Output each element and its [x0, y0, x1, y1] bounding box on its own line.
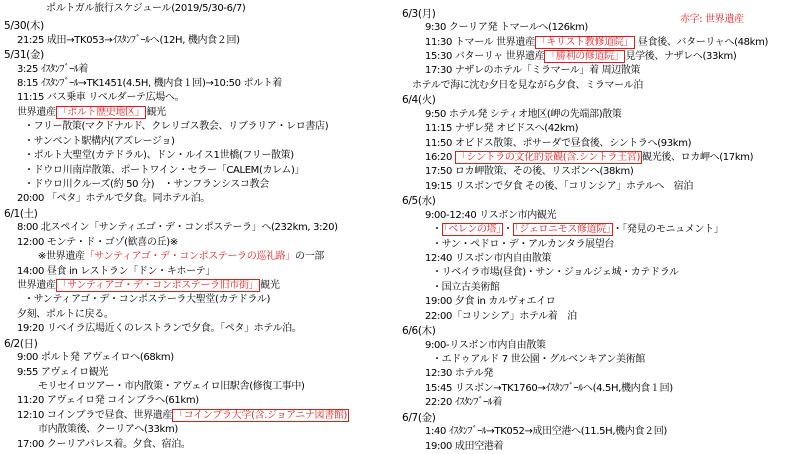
line-text: ・フリー散策(マクドナルド、クレリゴス教会、リブラリア・レロ書店) [24, 121, 329, 132]
line-text: 9:00-12:40 リスボン市内観光 [425, 210, 557, 221]
line-text: ・ [432, 224, 442, 235]
line-text: ・国立古美術館 [432, 282, 500, 293]
schedule-line [425, 64, 640, 78]
line-text: 9:00 ポルト発 アヴェイロへ(68km) [17, 352, 174, 363]
line-text: 16:20 [425, 152, 455, 163]
line-text: 5/30(木) [4, 20, 44, 32]
schedule-line [17, 91, 184, 105]
line-text: 19:00 成田空港着 [425, 441, 504, 452]
schedule-line [38, 380, 305, 394]
schedule-line [425, 367, 493, 381]
date-heading [4, 48, 44, 62]
heritage-site-name: 「ジェロニモス修道院」 [514, 224, 611, 235]
line-text: 15:45 リスボン→TK1760→ｲｽﾀﾝﾌﾞｰﾙへ(4.5H,機内食１回) [425, 383, 673, 394]
line-text: 22:00「コリンシア」ホテル着 泊 [425, 311, 577, 322]
line-text: 19:00 夕食 in カルヴォエイロ [425, 296, 556, 307]
schedule-line [17, 192, 210, 206]
schedule-line [432, 266, 679, 280]
line-text: 6/2(日) [4, 338, 38, 350]
schedule-line [425, 440, 503, 454]
line-text: モリセイロツアー・市内散策・アヴェイロ旧駅舎(修復工事中) [38, 381, 305, 392]
line-text: 12:40 リスボン市内自由散策 [425, 253, 552, 264]
line-text: ・ [502, 224, 513, 235]
line-text: 昼食後、バターリャへ(48km) [635, 37, 769, 48]
schedule-line [17, 366, 108, 380]
line-text: ・ポルト大聖堂(カテドラル)、ドン・ルイス1世橋(フリー散策) [24, 150, 294, 161]
schedule-line [24, 120, 328, 134]
schedule-line [17, 34, 240, 48]
date-heading [402, 194, 436, 208]
date-heading [4, 337, 38, 351]
schedule-line [24, 178, 269, 192]
line-text: 22:20 ｲｽﾀﾝﾌﾞｰﾙ着 [425, 397, 503, 408]
line-text: 21:25 成田→TK053→ｲｽﾀﾝﾌﾞｰﾙへ(12H, 機内食２回) [17, 35, 240, 46]
line-text: 15:30 バターリャ 世界遺産 [425, 51, 545, 62]
schedule-line [425, 396, 502, 410]
line-text: 11:30 トマール 世界遺産 [425, 37, 535, 48]
line-text: 世界遺産 [17, 107, 56, 118]
line-text: 9:00-リスボン市内自由散策 [425, 340, 546, 351]
line-text: 市内散策後、クーリアへ(33km) [38, 424, 178, 435]
schedule-line [425, 295, 555, 309]
line-text: 20:00 「ペタ」ホテルで夕食。同ホテル泊。 [17, 193, 210, 204]
schedule-line [17, 394, 199, 408]
line-text: 11:20 アヴェイロ発 コインブラへ(61km) [17, 395, 199, 406]
date-heading [402, 93, 436, 107]
line-text: ※世界遺産 [38, 251, 85, 262]
schedule-line [17, 221, 338, 235]
heritage-site-name: 「勝利の修道院」 [546, 51, 624, 62]
schedule-line [24, 164, 304, 178]
schedule-line [425, 108, 622, 122]
schedule-line [425, 36, 768, 50]
line-text: 11:15 ナザレ発 オビドスへ(42km) [425, 123, 579, 134]
schedule-line [24, 293, 270, 307]
line-text: 11:15 バス乗車 リベルダーテ広場へ。 [17, 92, 185, 103]
line-text: 6/3(月) [402, 8, 436, 20]
line-text: 6/6(木) [402, 325, 436, 337]
schedule-line [17, 351, 174, 365]
schedule-line [432, 238, 614, 252]
schedule-line [425, 382, 673, 396]
schedule-line [17, 265, 215, 279]
date-heading [402, 324, 436, 338]
schedule-line [412, 79, 643, 93]
line-text: 観光後、ロカ岬へ(17km) [642, 152, 754, 163]
schedule-line [425, 50, 736, 64]
line-text: 12:00 モンテ・ド・ゴゾ(歓喜の丘)※ [17, 237, 178, 248]
schedule-line [425, 151, 753, 165]
schedule-line [17, 279, 280, 293]
schedule-line [425, 21, 588, 35]
line-text: 夕刻、ポルトに戻る。 [17, 309, 114, 320]
schedule-line [425, 339, 546, 353]
line-text: 6/5(水) [402, 195, 436, 207]
line-text: 見学後、ナザレへ(33km) [625, 51, 737, 62]
schedule-line [425, 425, 667, 439]
line-text: 世界遺産 [17, 280, 56, 291]
line-text: 9:50 ホテル発 シティオ地区(岬の先端部)散策 [425, 109, 622, 120]
line-text: 11:50 オビドス散策、ポサーダで昼食後、シントラへ(93km) [425, 138, 692, 149]
schedule-line [17, 236, 178, 250]
line-text: 8:15 ｲｽﾀﾝﾌﾞｰﾙ→TK1451(4.5H, 機内食１回)→10:50 ポルト着 [17, 78, 283, 89]
heritage-site-name: 「サンティアゴ・デ・コンポステーラ旧市街」 [57, 280, 259, 291]
line-text: 1:40 ｲｽﾀﾝﾌﾞｰﾙ→TK052→成田空港へ(11.5H,機内食２回) [425, 426, 667, 437]
line-text: 17:50 ロカ岬散策、その後、リスボンへ(38km) [425, 166, 634, 177]
line-text: 12:10 コインブラで昼食、世界遺産 [17, 410, 173, 421]
schedule-line [425, 310, 577, 324]
line-text: 8:00 北スペイン「サンティエゴ・デ・コンポステーラ」へ(232km, 3:20) [17, 222, 338, 233]
line-text: 6/7(金) [402, 412, 436, 424]
line-text: 14:00 昼食 in レストラン「ドン・キホーテ」 [17, 266, 216, 277]
line-text: 17:30 ナザレのホテル「ミラマール」着 周辺散策 [425, 65, 641, 76]
heritage-legend: 赤字: 世界遺産 [680, 14, 744, 25]
date-heading [402, 411, 436, 425]
line-text: ・「発見のモニュメント」 [612, 224, 724, 235]
line-text: ・サン・ペドロ・デ・アルカンタラ展望台 [432, 239, 615, 250]
line-text: ・エドゥアルド 7 世公園・グルベンキアン美術館 [432, 354, 645, 365]
line-text: ホテルで海に沈む夕日を見ながら夕食、ミラマール泊 [412, 80, 643, 91]
line-text: 19:15 リスボンで夕食 その後、「コリンシア」ホテルへ 宿泊 [425, 181, 694, 192]
schedule-line [432, 353, 645, 367]
schedule-line [17, 322, 301, 336]
schedule-line [432, 281, 500, 295]
line-text: 観光 [260, 280, 280, 291]
schedule-line [425, 137, 691, 151]
line-text: 6/1(土) [4, 208, 38, 220]
schedule-line [17, 77, 282, 91]
schedule-line [17, 308, 114, 322]
schedule-line [425, 180, 693, 194]
line-text: 9:55 アヴェイロ観光 [17, 367, 109, 378]
line-text: 17:00 クーリアパレス着。夕食、宿泊。 [17, 439, 191, 450]
date-heading [4, 207, 38, 221]
heritage-site-name: 「キリスト教修道院」 [536, 37, 634, 48]
schedule-line [425, 165, 633, 179]
line-text: ・サンティアゴ・デ・コンポステーラ大聖堂(カテドラル) [24, 294, 271, 305]
schedule-line [432, 223, 723, 237]
date-heading [4, 19, 44, 33]
schedule-line [17, 438, 191, 452]
schedule-line [38, 250, 324, 264]
heritage-site-name: 「ベレンの塔」 [443, 224, 501, 235]
schedule-line [38, 423, 178, 437]
schedule-line [17, 106, 166, 120]
line-text: 12:30 ホテル発 [425, 368, 493, 379]
schedule-line [425, 122, 578, 136]
line-text: 5/31(金) [4, 49, 44, 61]
line-text: ・サンベント駅構内(アズレージョ) [24, 136, 175, 147]
document-title: ポルトガル旅行スケジュール(2019/5/30-6/7) [46, 3, 246, 14]
line-text: 19:20 リベイラ広場近くのレストランで夕食。「ペタ」ホテル泊。 [17, 323, 302, 334]
date-heading [402, 7, 436, 21]
heritage-site-name: 「サンティアゴ・デ・コンポステーラの巡礼路」 [84, 251, 295, 262]
line-text: 3:25 ｲｽﾀﾝﾌﾞｰﾙ着 [17, 64, 89, 75]
schedule-line [425, 252, 551, 266]
line-text: ・ドウロ川クルーズ(約 50 分) ・サンフランシスコ教会 [24, 179, 269, 190]
schedule-line [17, 409, 349, 423]
heritage-site-name: 「コインブラ大学(含.ジョアニナ図書館) [174, 410, 348, 421]
schedule-line [17, 63, 88, 77]
schedule-line [24, 149, 294, 163]
heritage-site-name: 「ポルト歴史地区」 [57, 107, 145, 118]
line-text: ・リベイラ市場(昼食)・サン・ジョルジェ城・カテドラル [432, 267, 679, 278]
line-text: 6/4(火) [402, 94, 436, 106]
heritage-site-name: 「シントラの文化的景観(含.シントラ王宮) [456, 152, 641, 163]
schedule-line [425, 209, 556, 223]
line-text: ・ドウロ川南岸散策、ポートワイン・セラー「CALEM(カレム)」 [24, 165, 305, 176]
line-text: 観光 [146, 107, 166, 118]
schedule-line [24, 135, 175, 149]
line-text: 9:30 クーリア発 トマールへ(126km) [425, 22, 588, 33]
line-text: の一部 [294, 251, 324, 262]
